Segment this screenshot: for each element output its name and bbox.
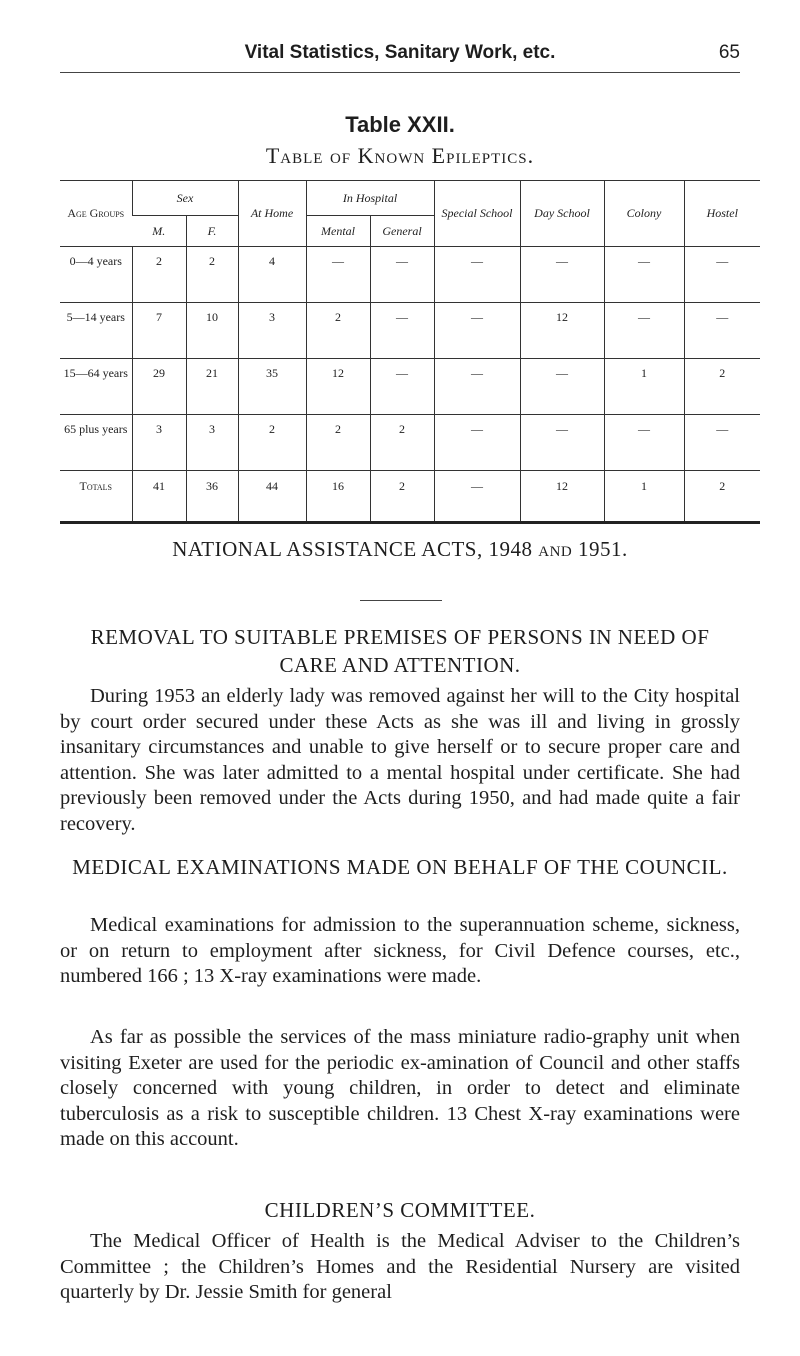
cell: — [434,471,520,523]
cell: 29 [132,359,186,415]
cell: — [604,247,684,303]
medical-paragraph-1: Medical examinations for admission to the superannuation scheme, sickness, or on return to employment after sickness, for Civil Defence courses, etc., numbered 166 ; 13 X-ray examinations were made. [60,914,740,987]
cell: 2 [238,415,306,471]
cell: — [434,247,520,303]
removal-heading: REMOVAL TO SUITABLE PREMISES OF PERSONS IN NEED OF CARE AND ATTENTION. [90,625,710,677]
cell: 3 [238,303,306,359]
table-caption: Table of Known Epileptics. [265,143,535,168]
row-age-label: 0—4 years [60,247,132,303]
header-sex: Sex [132,181,238,216]
header-at-home: At Home [238,181,306,247]
header-colony: Colony [604,181,684,247]
cell: 1 [604,359,684,415]
cell: 35 [238,359,306,415]
cell: — [604,303,684,359]
row-age-label: 5—14 years [60,303,132,359]
cell: 1 [604,471,684,523]
cell: 4 [238,247,306,303]
cell: — [370,303,434,359]
header-general: General [370,216,434,247]
cell: 41 [132,471,186,523]
medical-heading: MEDICAL EXAMINATIONS MADE ON BEHALF OF THE COUNCIL. [72,855,728,879]
cell: — [684,247,760,303]
cell: 2 [684,359,760,415]
row-age-label: 65 plus years [60,415,132,471]
cell: 3 [132,415,186,471]
table-row [60,415,760,471]
header-male: M. [132,216,186,247]
table-label: Table XXII. [345,112,455,137]
totals-label: Totals [60,471,132,523]
cell: — [434,303,520,359]
cell: 7 [132,303,186,359]
cell: — [520,247,604,303]
cell: 2 [684,471,760,523]
totals-row [60,471,760,523]
cell: 2 [370,471,434,523]
table-row [60,359,760,415]
cell: — [520,415,604,471]
page-number: 65 [718,42,740,63]
header-age-groups: Age Groups [60,181,132,247]
medical-paragraph-2: As far as possible the services of the mass miniature radio-graphy unit when visiting Exeter are used for the periodic ex-amination of Council and other staffs closely concerned with young children, in order to detect and eliminate tuberculosis as a risk to susceptible children. 13 Chest X-ray examinations were made on this account. [60,1026,740,1150]
cell: 16 [306,471,370,523]
cell: 2 [306,415,370,471]
cell: — [684,303,760,359]
children-heading: CHILDREN’S COMMITTEE. [264,1198,536,1222]
section-divider [360,600,442,601]
header-in-hospital: In Hospital [306,181,434,216]
running-head [60,42,740,66]
section-title: NATIONAL ASSISTANCE ACTS, 1948 and 1951. [172,537,628,561]
cell: — [434,359,520,415]
cell: — [520,359,604,415]
cell: — [370,359,434,415]
header-special-school: Special School [434,181,520,247]
cell: 21 [186,359,238,415]
cell: 10 [186,303,238,359]
cell: 44 [238,471,306,523]
table-row [60,247,760,303]
cell: — [604,415,684,471]
cell: — [306,247,370,303]
cell: 2 [370,415,434,471]
cell: 36 [186,471,238,523]
cell: 12 [520,303,604,359]
cell: — [684,415,760,471]
cell: 12 [306,359,370,415]
cell: 2 [306,303,370,359]
header-rule [60,72,740,73]
removal-paragraph: During 1953 an elderly lady was removed against her will to the City hospital by court order secured under these Acts as she was ill and living in grossly insanitary circumstances and unable to give herself or to secure proper care and attention. She was later admitted to a mental hospital under certificate. She had previously been removed under the Acts during 1950, and had made quite a fair recovery. [60,685,740,835]
table-row [60,303,760,359]
cell: — [370,247,434,303]
header-female: F. [186,216,238,247]
epileptics-table [60,180,760,524]
cell: 3 [186,415,238,471]
header-day-school: Day School [520,181,604,247]
cell: 12 [520,471,604,523]
running-head-title: Vital Statistics, Sanitary Work, etc. [244,42,556,63]
cell: 2 [132,247,186,303]
header-mental: Mental [306,216,370,247]
children-paragraph: The Medical Officer of Health is the Medical Adviser to the Children’s Committee ; the Children’s Homes and the Residential Nursery are visited quarterly by Dr. Jessie Smith for general [60,1230,740,1303]
cell: 2 [186,247,238,303]
cell: — [434,415,520,471]
header-hostel: Hostel [684,181,760,247]
row-age-label: 15—64 years [60,359,132,415]
